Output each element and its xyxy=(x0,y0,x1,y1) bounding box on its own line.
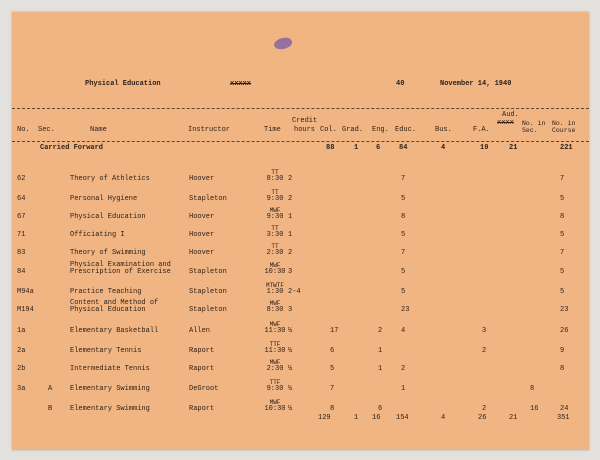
cell-time: 1:30 xyxy=(266,288,284,296)
col-header-eng: Eng. xyxy=(372,126,389,134)
page-number: 40 xyxy=(396,80,405,88)
total-bus: 4 xyxy=(441,414,446,422)
cell-hours: 1 xyxy=(288,231,293,239)
cell-time: 8:30 xyxy=(266,306,284,314)
cell-no: 64 xyxy=(17,195,26,203)
totals-row xyxy=(12,415,589,433)
cell-hours: 2 xyxy=(288,175,293,183)
cf-grad: 1 xyxy=(354,144,359,152)
cell-days: MWF xyxy=(269,359,281,366)
cell-educ: 1 xyxy=(401,385,406,393)
cell-no: 1a xyxy=(17,327,26,335)
cell-instructor: Stapleton xyxy=(189,288,227,296)
cell-days: MWF xyxy=(269,207,281,214)
cell-time: 11:30 xyxy=(264,327,286,335)
cell-name: Physical Education xyxy=(70,213,146,221)
cell-days: TT xyxy=(271,225,279,232)
cell-name: Theory of Swimming xyxy=(70,249,146,257)
cell-course: 23 xyxy=(560,306,569,314)
ink-smudge xyxy=(273,35,294,51)
col-header-credit: Credit xyxy=(292,117,318,125)
cell-name: Elementary Swimming xyxy=(70,405,150,413)
cell-time: 10:30 xyxy=(264,405,286,413)
cell-instructor: Raport xyxy=(189,347,215,355)
total-grad: 1 xyxy=(354,414,359,422)
cf-eng: 6 xyxy=(376,144,381,152)
table-row xyxy=(12,244,589,262)
cell-hours: ½ xyxy=(288,405,293,413)
cell-days: TTF xyxy=(269,341,281,348)
cell-name: Elementary Basketball xyxy=(70,327,159,335)
cell-course: 5 xyxy=(560,231,565,239)
cell-hours: 2 xyxy=(288,195,293,203)
cell-time: 3:30 xyxy=(266,231,284,239)
cell-course: 5 xyxy=(560,288,565,296)
col-header-name: Name xyxy=(90,126,107,134)
header-rule-bottom xyxy=(12,141,589,142)
cell-instructor: Hoover xyxy=(189,213,215,221)
cell-hours: ½ xyxy=(288,327,293,335)
cell-hours: 2-4 xyxy=(288,288,301,296)
cell-days: MWF xyxy=(269,321,281,328)
col-header-aud-struck: xxxx xyxy=(497,119,514,127)
table-row xyxy=(12,170,589,188)
cell-instructor: Raport xyxy=(189,405,215,413)
col-header-hours: hours xyxy=(294,126,316,134)
cell-insec: 8 xyxy=(530,385,535,393)
cell-instructor: DeGroot xyxy=(189,385,219,393)
table-row xyxy=(12,360,589,378)
cell-no: 83 xyxy=(17,249,26,257)
cell-insec: 16 xyxy=(530,405,539,413)
cell-sec: A xyxy=(48,385,53,393)
cell-hours: ½ xyxy=(288,347,293,355)
cell-hours: 2 xyxy=(288,249,293,257)
cell-course: 24 xyxy=(560,405,569,413)
cell-course: 8 xyxy=(560,365,565,373)
header-rule-top xyxy=(12,108,589,109)
cell-name: Elementary Swimming xyxy=(70,385,150,393)
cell-no: 84 xyxy=(17,268,26,276)
cell-hours: 1 xyxy=(288,213,293,221)
cell-educ: 5 xyxy=(401,288,406,296)
report-date: November 14, 1940 xyxy=(440,80,512,88)
col-header-educ: Educ. xyxy=(395,126,417,134)
table-row xyxy=(12,322,589,340)
cf-fa: 19 xyxy=(480,144,489,152)
total-fa: 26 xyxy=(478,414,487,422)
cell-fa: 2 xyxy=(482,347,487,355)
cell-no: 2b xyxy=(17,365,26,373)
col-header-col: Col. xyxy=(320,126,337,134)
cell-time: 9:30 xyxy=(266,213,284,221)
cell-days: TT xyxy=(271,189,279,196)
cell-name: Personal Hygiene xyxy=(70,195,138,203)
cell-course: 7 xyxy=(560,175,565,183)
cell-eng: 2 xyxy=(378,327,383,335)
cell-no: 67 xyxy=(17,213,26,221)
cell-name: Officiating I xyxy=(70,231,125,239)
cf-bus: 4 xyxy=(441,144,446,152)
cell-educ: 4 xyxy=(401,327,406,335)
cell-course: 9 xyxy=(560,347,565,355)
cell-no: 62 xyxy=(17,175,26,183)
table-row xyxy=(12,380,589,398)
total-aud: 21 xyxy=(509,414,518,422)
col-header-instructor: Instructor xyxy=(188,126,231,134)
cell-course: 5 xyxy=(560,268,565,276)
struck-out-code: xxxxx xyxy=(230,80,252,88)
cell-instructor: Stapleton xyxy=(189,306,227,314)
cf-aud: 21 xyxy=(509,144,518,152)
cell-course: 5 xyxy=(560,195,565,203)
cell-eng: 1 xyxy=(378,365,383,373)
cell-hours: ½ xyxy=(288,365,293,373)
cell-eng: 6 xyxy=(378,405,383,413)
cell-time: 2:30 xyxy=(266,249,284,257)
cell-name: Elementary Tennis xyxy=(70,347,142,355)
table-row xyxy=(12,301,589,319)
cell-educ: 23 xyxy=(401,306,410,314)
cell-time: 9:30 xyxy=(266,385,284,393)
total-eng: 16 xyxy=(372,414,381,422)
cell-no: 3a xyxy=(17,385,26,393)
cell-name: Theory of Athletics xyxy=(70,175,150,183)
col-header-grad: Grad. xyxy=(342,126,364,134)
cell-fa: 3 xyxy=(482,327,487,335)
col-header-no-in-course: No. in Course xyxy=(552,120,576,134)
col-header-no-in-sec: No. in Sec. xyxy=(522,120,546,134)
col-header-bus: Bus. xyxy=(435,126,452,134)
cell-instructor: Hoover xyxy=(189,231,215,239)
cell-col: 7 xyxy=(330,385,335,393)
total-col: 129 xyxy=(318,414,331,422)
cell-time: 11:30 xyxy=(264,347,286,355)
table-row xyxy=(12,190,589,208)
table-row xyxy=(12,342,589,360)
cell-educ: 8 xyxy=(401,213,406,221)
cell-educ: 7 xyxy=(401,175,406,183)
cf-educ: 84 xyxy=(399,144,408,152)
cell-col: 5 xyxy=(330,365,335,373)
cell-name-line2: Prescription of Exercise xyxy=(70,268,171,276)
cell-name: Practice Teaching xyxy=(70,288,142,296)
cell-no: M194 xyxy=(17,306,34,314)
cell-fa: 2 xyxy=(482,405,487,413)
cell-hours: 3 xyxy=(288,306,293,314)
cell-instructor: Stapleton xyxy=(189,268,227,276)
cell-col: 8 xyxy=(330,405,335,413)
col-header-no: No. xyxy=(17,126,30,134)
cell-time: 9:30 xyxy=(266,195,284,203)
cell-educ: 5 xyxy=(401,195,406,203)
carried-forward-label: Carried Forward xyxy=(40,144,104,152)
cell-days: TT xyxy=(271,169,279,176)
table-row xyxy=(12,208,589,226)
col-header-fa: F.A. xyxy=(473,126,490,134)
col-header-sec: Sec. xyxy=(38,126,55,134)
cell-instructor: Hoover xyxy=(189,249,215,257)
table-row xyxy=(12,226,589,244)
cell-educ: 5 xyxy=(401,268,406,276)
cell-name: Intermediate Tennis xyxy=(70,365,150,373)
cell-instructor: Hoover xyxy=(189,175,215,183)
cell-name: Physical Examination and xyxy=(70,261,171,269)
cell-no: 2a xyxy=(17,347,26,355)
cell-course: 26 xyxy=(560,327,569,335)
cell-time: 10:30 xyxy=(264,268,286,276)
cell-name-line2: Physical Education xyxy=(70,306,146,314)
cf-course: 221 xyxy=(560,144,573,152)
table-row xyxy=(12,263,589,281)
cell-instructor: Stapleton xyxy=(189,195,227,203)
cf-col: 88 xyxy=(326,144,335,152)
cell-course: 8 xyxy=(560,213,565,221)
cell-instructor: Allen xyxy=(189,327,211,335)
cell-days: TTF xyxy=(269,379,281,386)
cell-name: Content and Method of xyxy=(70,299,159,307)
cell-time: 8:30 xyxy=(266,175,284,183)
cell-sec: B xyxy=(48,405,53,413)
cell-no: 71 xyxy=(17,231,26,239)
cell-hours: ½ xyxy=(288,385,293,393)
cell-time: 2:30 xyxy=(266,365,284,373)
cell-course: 7 xyxy=(560,249,565,257)
cell-instructor: Raport xyxy=(189,365,215,373)
col-header-time: Time xyxy=(264,126,281,134)
total-course: 351 xyxy=(557,414,570,422)
col-header-aud: Aud. xyxy=(502,111,519,119)
document-sheet xyxy=(12,12,589,450)
cell-hours: 3 xyxy=(288,268,293,276)
cell-educ: 5 xyxy=(401,231,406,239)
cell-days: TT xyxy=(271,243,279,250)
cell-days: MTWTF xyxy=(265,282,284,289)
cell-educ: 2 xyxy=(401,365,406,373)
cell-days: MWF xyxy=(269,399,281,406)
cell-col: 17 xyxy=(330,327,339,335)
cell-no: M94a xyxy=(17,288,34,296)
cell-col: 6 xyxy=(330,347,335,355)
total-educ: 154 xyxy=(396,414,409,422)
cell-days: MWF xyxy=(269,262,281,269)
cell-eng: 1 xyxy=(378,347,383,355)
cell-days: MWF xyxy=(269,300,281,307)
department-title: Physical Education xyxy=(85,80,161,88)
cell-educ: 7 xyxy=(401,249,406,257)
carried-forward-row xyxy=(12,145,589,163)
